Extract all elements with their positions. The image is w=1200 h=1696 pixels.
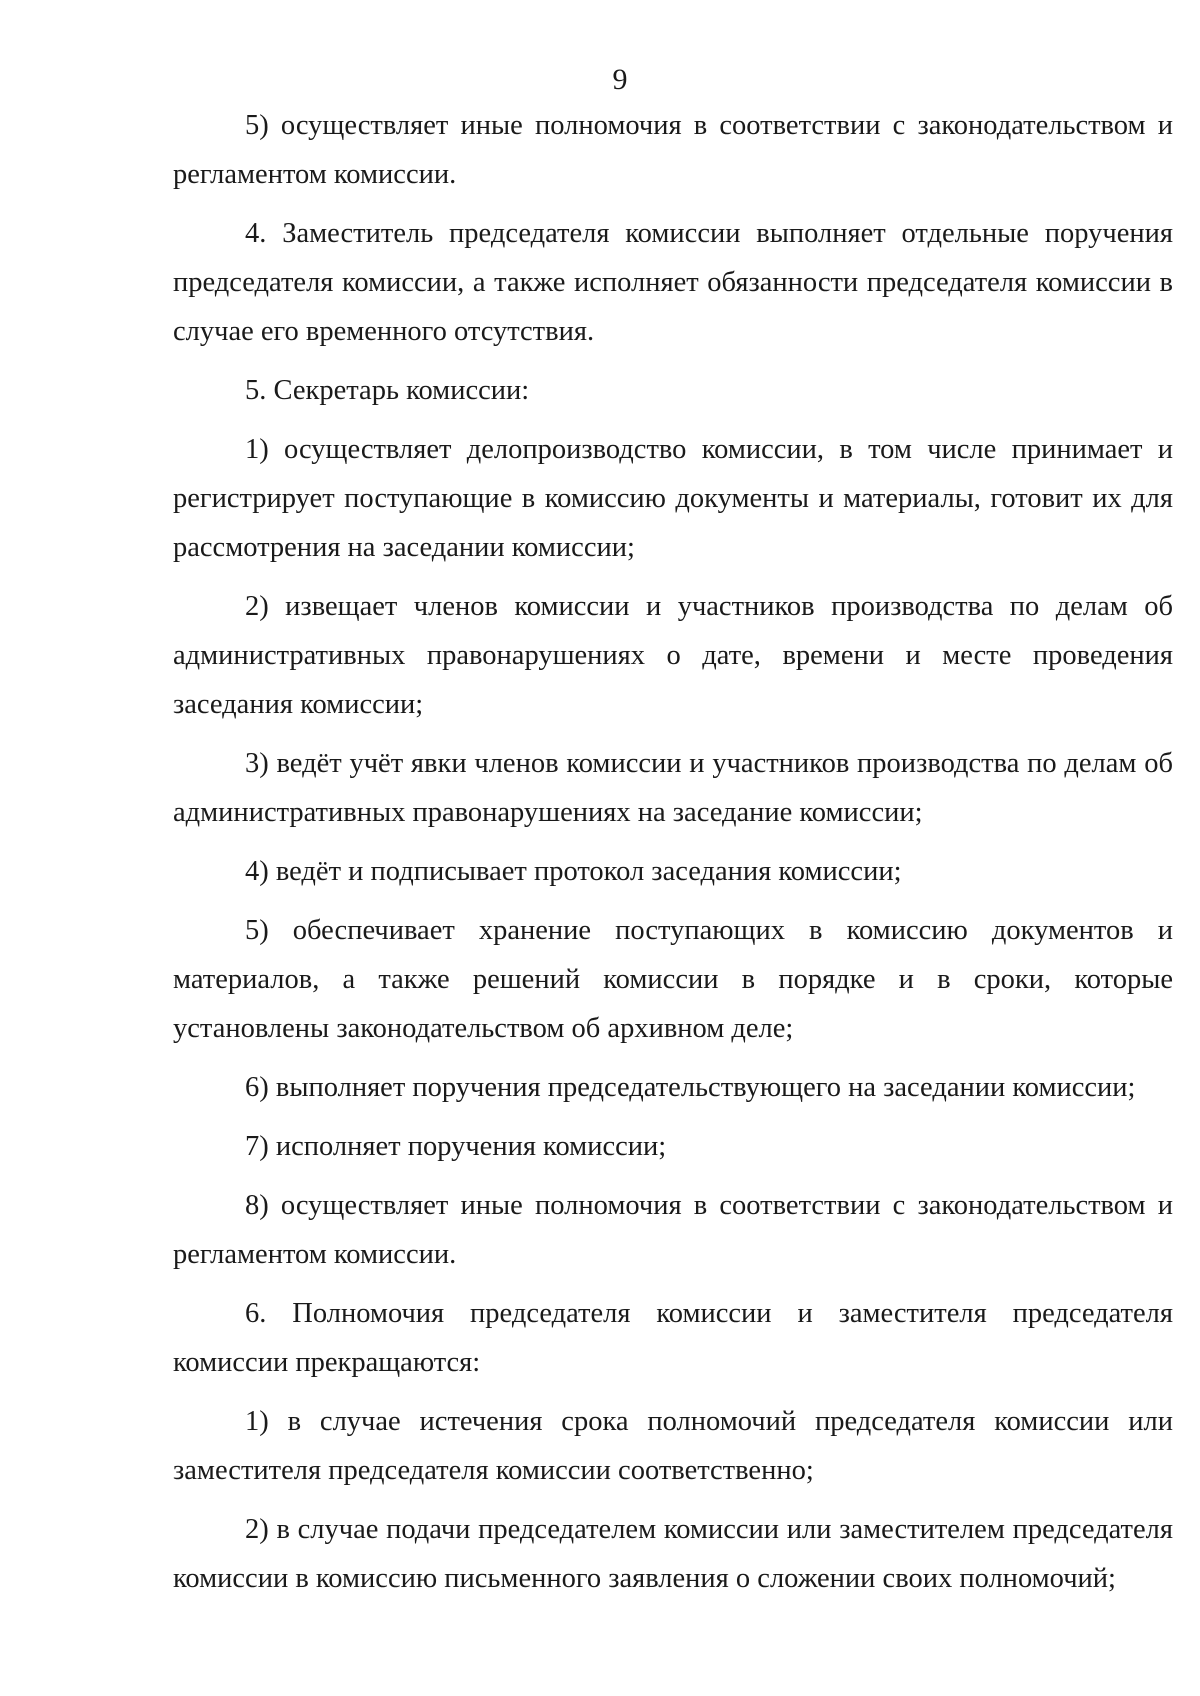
paragraph: 6) выполняет поручения председательствующего на заседании комиссии; <box>245 1072 1136 1103</box>
paragraph: 1) осуществляет делопроизводство комиссии, в том числе принимает и регистрирует поступающие в комиссию документы и материалы, готовит их для рассмотрения на заседании комиссии; <box>173 434 1173 563</box>
paragraph: 5. Секретарь комиссии: <box>245 375 530 406</box>
paragraph: 3) ведёт учёт явки членов комиссии и участников производства по делам об административных правонарушениях на заседание комиссии; <box>173 748 1173 828</box>
paragraph: 7) исполняет поручения комиссии; <box>245 1131 667 1162</box>
paragraph: 4. Заместитель председателя комиссии выполняет отдельные поручения председателя комиссии, а также исполняет обязанности председателя комиссии в случае его временного отсутствия. <box>173 218 1173 347</box>
paragraph: 4) ведёт и подписывает протокол заседания комиссии; <box>245 856 902 887</box>
document-body <box>173 101 1173 1613</box>
paragraph: 2) извещает членов комиссии и участников производства по делам об административных правонарушениях о дате, времени и месте проведения заседания комиссии; <box>173 591 1173 720</box>
page-number: 9 <box>612 63 628 96</box>
paragraph: 5) обеспечивает хранение поступающих в комиссию документов и материалов, а также решений комиссии в порядке и в сроки, которые установлены законодательством об архивном деле; <box>173 915 1173 1044</box>
paragraph: 1) в случае истечения срока полномочий председателя комиссии или заместителя председателя комиссии соответственно; <box>173 1406 1173 1486</box>
paragraph: 2) в случае подачи председателем комиссии или заместителем председателя комиссии в комиссию письменного заявления о сложении своих полномочий; <box>173 1514 1173 1594</box>
paragraph: 5) осуществляет иные полномочия в соответствии с законодательством и регламентом комиссии. <box>173 110 1173 190</box>
paragraph: 6. Полномочия председателя комиссии и заместителя председателя комиссии прекращаются: <box>173 1298 1173 1378</box>
paragraph: 8) осуществляет иные полномочия в соответствии с законодательством и регламентом комиссии. <box>173 1190 1173 1270</box>
